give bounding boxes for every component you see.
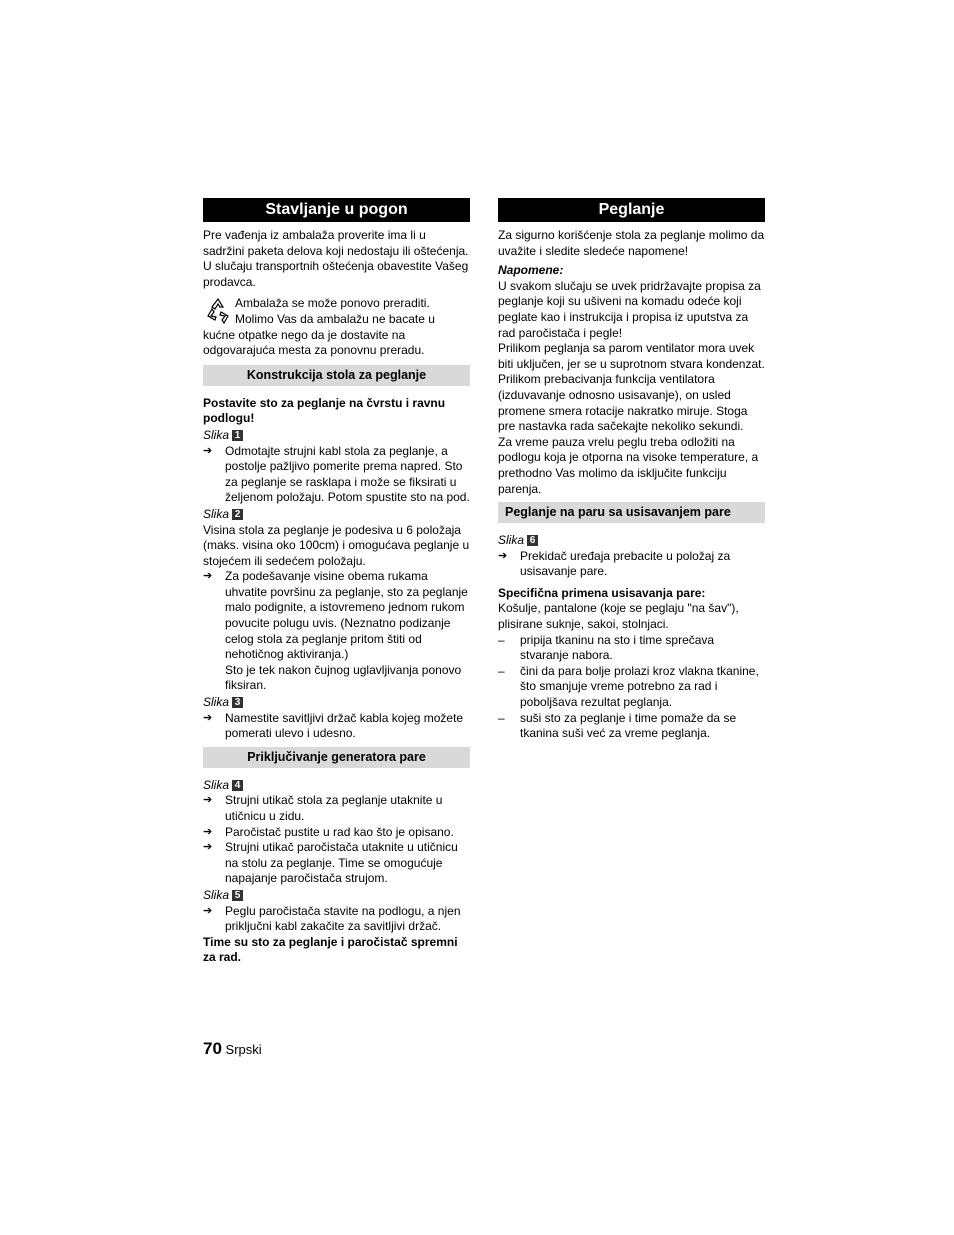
language-label: Srpski — [225, 1042, 262, 1057]
bold-note-surface: Postavite sto za peglanje na čvrstu i ravnu podlogu! — [203, 395, 446, 426]
page-number: 70 — [203, 1039, 222, 1058]
section-title-startup: Stavljanje u pogon — [203, 198, 470, 222]
figure-number: 2 — [232, 509, 243, 520]
arrow-icon: ➔ — [203, 570, 213, 583]
figure-number: 3 — [232, 697, 243, 708]
specific-title: Specifična primena usisavanja pare: — [498, 585, 706, 600]
subtitle-construction: Konstrukcija stola za peglanje — [203, 365, 470, 386]
figure-ref-3: Slika 3 — [203, 695, 470, 711]
figure-ref-1: Slika 1 — [203, 428, 470, 444]
step-item: ➔ Paročistač pustite u rad kao što je opisano. — [203, 824, 454, 839]
height-text: Visina stola za peglanje je podesiva u 6 položaja (maks. visina oko 100cm) i omogućava peglanje u stojećem ili sedećem položaju. — [203, 522, 470, 568]
recycle-text: Ambalaža se može ponovo preraditi. Molimo Vas da ambalažu ne bacate u kućne otpatke nego da je dostavite na odgovarajuća mesta za ponovnu preradu. — [203, 296, 435, 358]
step-item: ➔ Prekidač uređaja prebacite u položaj za usisavanje pare. — [498, 548, 731, 579]
subtitle-steam-ironing: Peglanje na paru sa usisavanjem pare — [498, 502, 765, 523]
figure-ref-5: Slika 5 — [203, 888, 470, 904]
arrow-icon: ➔ — [203, 825, 213, 838]
step-item: ➔ Strujni utikač paročistača utaknite u utičnicu na stolu za peglanje. Time se omogućuje napajanje paročistača strujom. — [203, 840, 458, 886]
page-footer — [203, 1039, 262, 1059]
ironing-intro: Za sigurno korišćenje stola za peglanje molimo da uvažite i sledite sledeće napomene! — [498, 228, 765, 258]
arrow-icon: ➔ — [203, 904, 213, 917]
specific-text: Košulje, pantalone (koje se peglaju "na šav"), plisirane suknje, sakoi, stolnjaci. — [498, 601, 739, 632]
figure-ref-2: Slika 2 — [203, 507, 470, 523]
note-2: Prilikom peglanja sa parom ventilator mora uvek biti uključen, jer se u suprotnom stvara kondenzat. — [498, 341, 765, 371]
step-item: ➔ Za podešavanje visine obema rukama uhvatite površinu za peglanje, sto za peglanje malo podignite, a istovremeno jednom rukom povucite polugu uvis. (Neznatno podizanje celog stola za peglanje pritom štiti od nehotičnog aktiviranja.) Sto je tek nakon čujnog uglavljivanja ponovo fiksiran. — [203, 569, 468, 693]
step-item: ➔ Strujni utikač stola za peglanje utaknite u utičnicu u zidu. — [203, 793, 443, 823]
figure-number: 5 — [232, 890, 243, 901]
note-3: Prilikom prebacivanja funkcija ventilatora (izduvavanje odnosno usisavanje), on usled promene smera rotacije nakratko miruje. Stoga pre nastavka rada sačekajte nekoliko sekundi. — [498, 372, 748, 434]
left-column — [203, 198, 470, 966]
list-item: – suši sto za peglanje i time pomaže da se tkanina suši već za vreme peglanja. — [498, 710, 737, 741]
step-item: ➔ Peglu paročistača stavite na podlogu, a njen priključni kabl zakačite za savitljivi držač. — [203, 903, 461, 934]
subtitle-connection: Priključivanje generatora pare — [203, 747, 470, 768]
arrow-icon: ➔ — [203, 794, 213, 807]
note-4: Za vreme pauza vrelu peglu treba odložiti na podlogu koja je otporna na visoke temperature, a prethodno Vas molimo da isključite funkciju parenja. — [498, 434, 759, 496]
figure-number: 4 — [232, 780, 243, 791]
note-1: U svakom slučaju se uvek pridržavajte propisa za peglanje koji su ušiveni na komadu odeće koji peglate kao i instrukcija i propisa iz uputstva za rad paročistača i pegle! — [498, 278, 761, 340]
arrow-icon: ➔ — [203, 841, 213, 854]
list-item: – pripija tkaninu na sto i time sprečava stvaranje nabora. — [498, 632, 715, 663]
figure-ref-4: Slika 4 — [203, 778, 470, 794]
figure-ref-6: Slika 6 — [498, 533, 765, 549]
step-item: ➔ Odmotajte strujni kabl stola za peglanje, a postolje pažljivo pomerite prema napred. Sto za peglanje se rasklapa i može se fiksirati u željenom položaju. Potom spustite sto na pod. — [203, 443, 470, 505]
notes-label: Napomene: — [498, 263, 564, 278]
right-column — [498, 198, 765, 742]
arrow-icon: ➔ — [498, 549, 508, 562]
intro-text: Pre vađenja iz ambalaža proverite ima li u sadržini paketa delova koji nedostaju ili oštećenja. U slučaju transportnih oštećenja obavestite Vašeg prodavca. — [203, 228, 469, 289]
recycle-icon — [203, 296, 233, 326]
arrow-icon: ➔ — [203, 444, 213, 457]
step-item: ➔ Namestite savitljivi držač kabla kojeg možete pomerati ulevo i udesno. — [203, 710, 464, 741]
list-item: – čini da para bolje prolazi kroz vlakna tkanine, što smanjuje vreme potrebno za rad i poboljšava rezultat peglanja. — [498, 663, 759, 710]
recycle-note — [203, 296, 470, 358]
arrow-icon: ➔ — [203, 711, 213, 724]
figure-number: 1 — [232, 430, 243, 441]
figure-number: 6 — [527, 535, 538, 546]
ready-note: Time su sto za peglanje i paročistač spremni za rad. — [203, 934, 458, 965]
section-title-ironing: Peglanje — [498, 198, 765, 222]
